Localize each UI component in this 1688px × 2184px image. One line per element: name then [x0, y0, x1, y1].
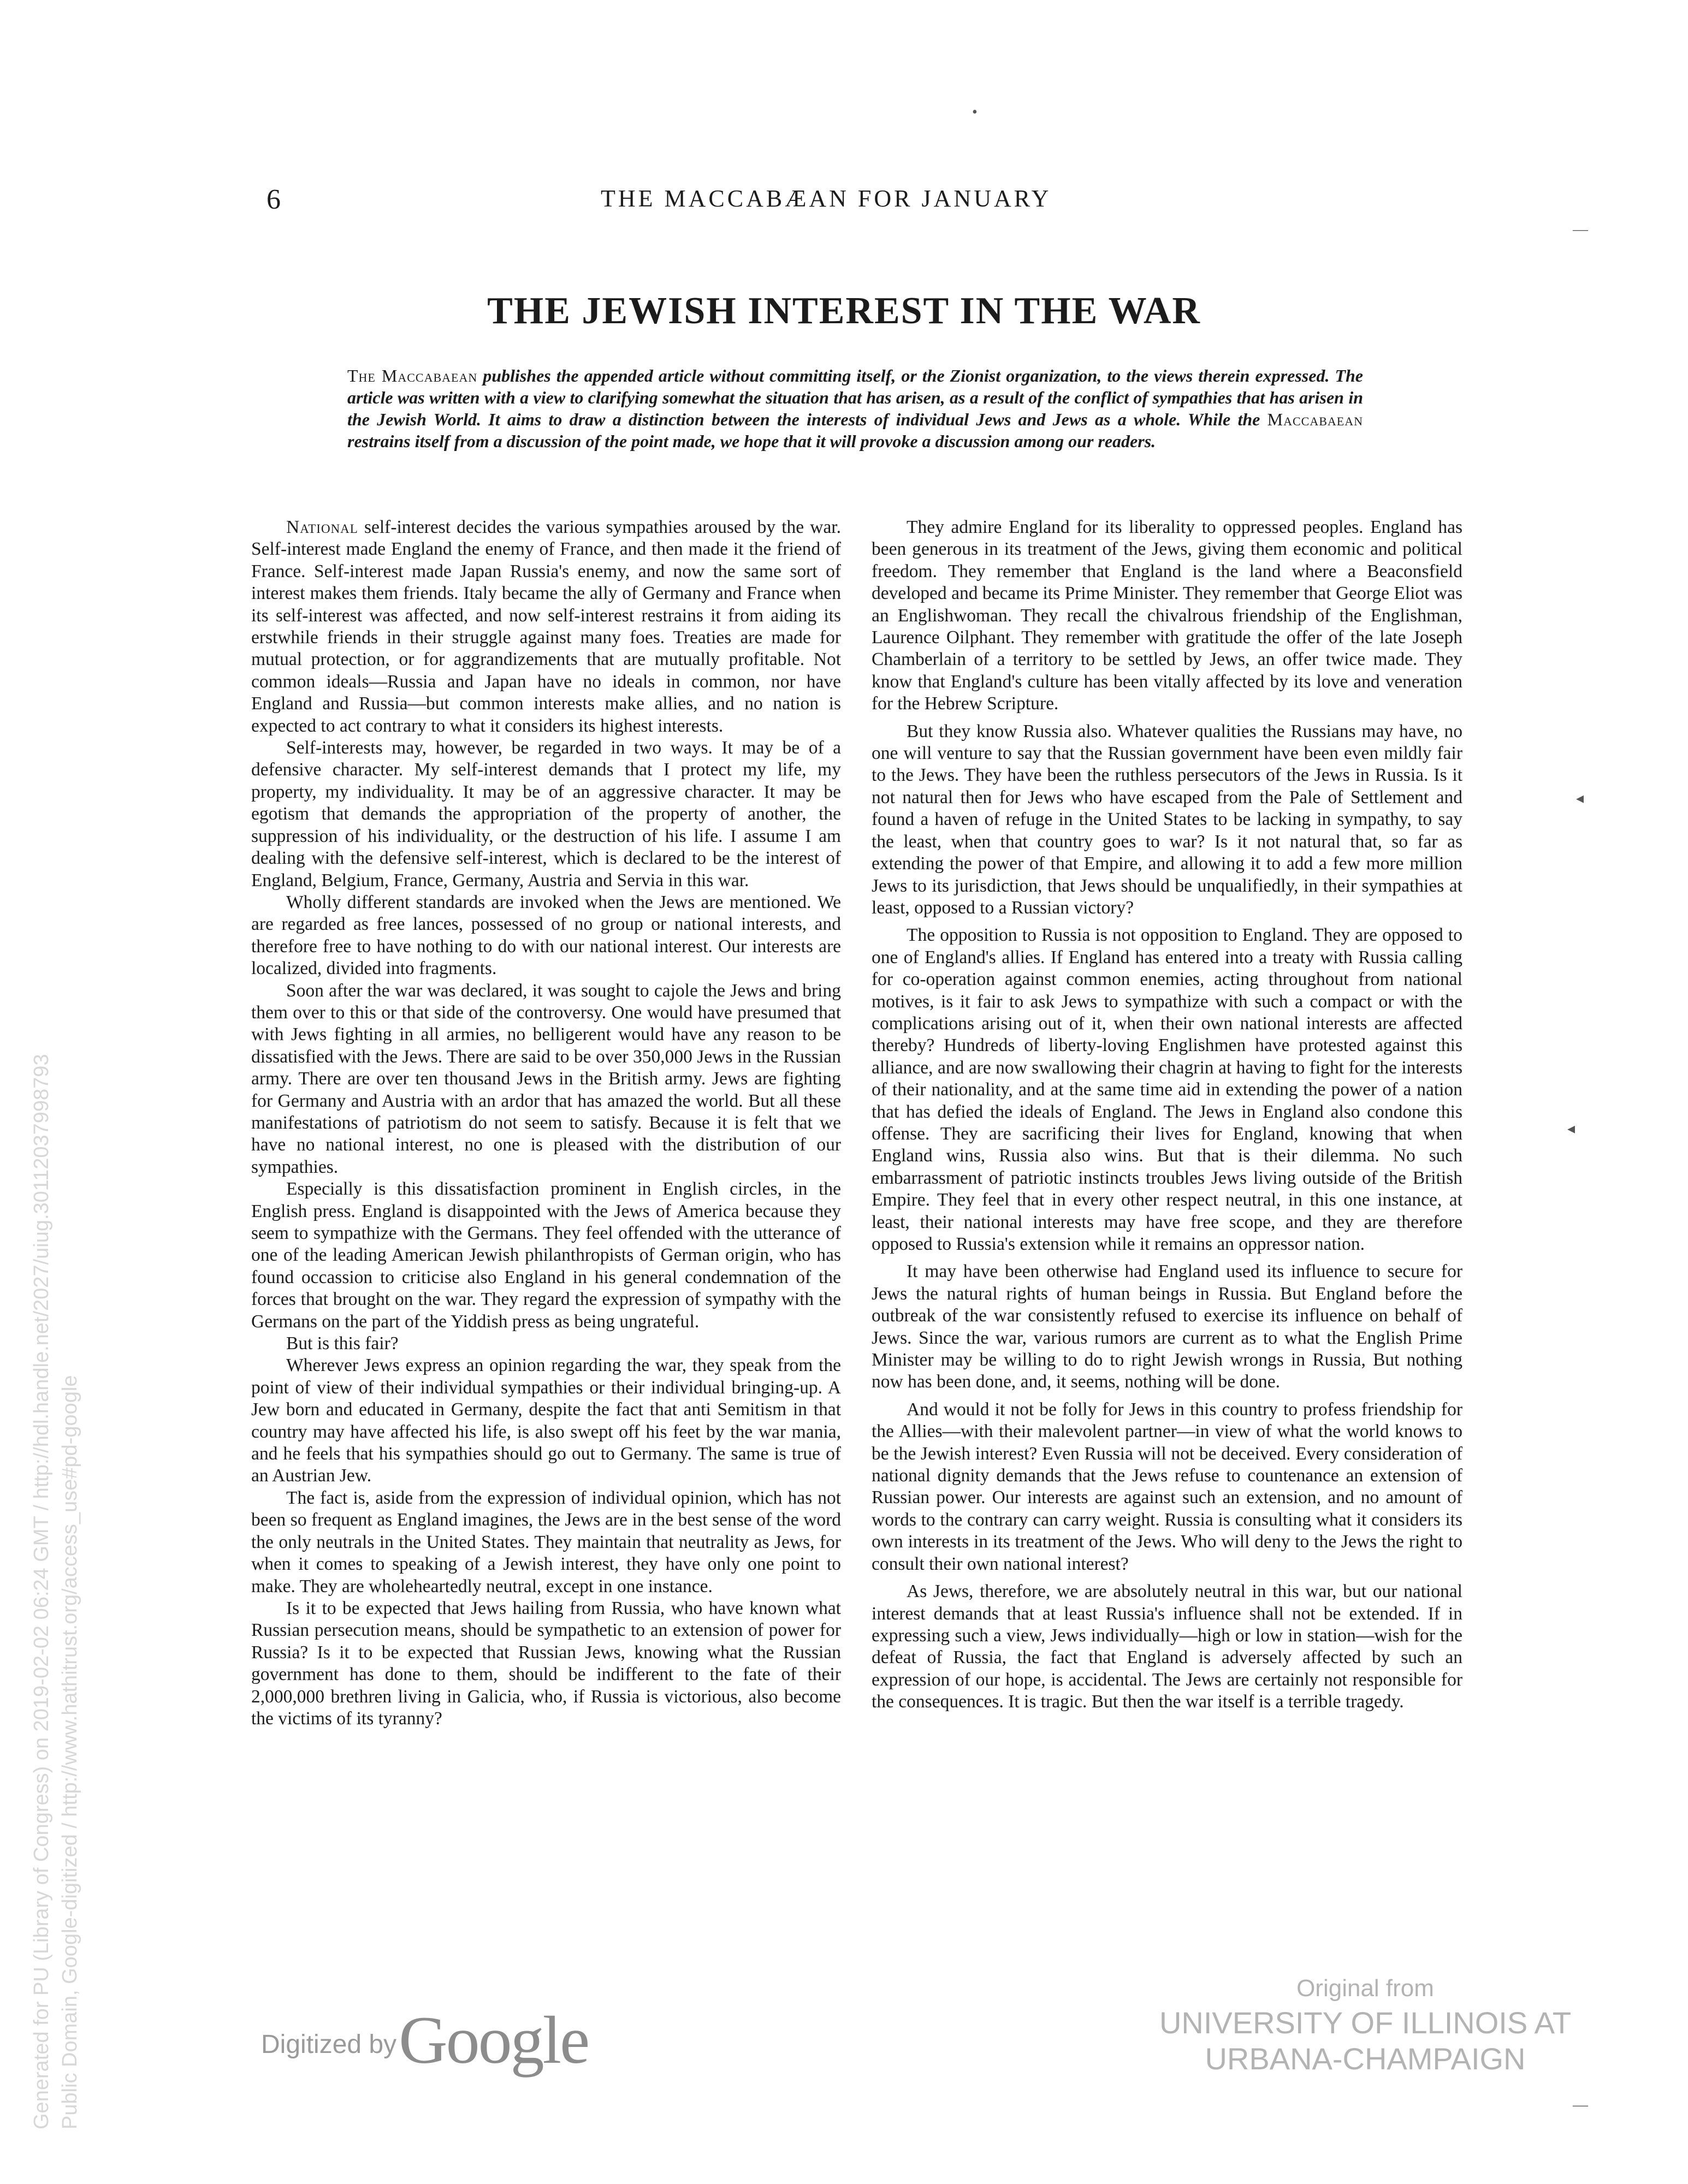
- right-column: [872, 517, 1462, 1713]
- running-head: THE MACCABÆAN FOR JANUARY: [601, 185, 1052, 212]
- paragraph: Wherever Jews express an opinion regarding the war, they speak from the point of view of their individual sympathies or their individual bringing-up. A Jew born and educated in Germany, despite the fact that anti Semitism in that country may have affected his life, is also swept off his feet by the war mania, and he feels that his sympathies should go out to Germany. The same is true of an Austrian Jew.: [251, 1355, 841, 1486]
- margin-arrow-icon: ◂: [1567, 1120, 1576, 1137]
- paragraph: They admire England for its liberality to oppressed peoples. England has been generous in its treatment of the Jews, giving them economic and political freedom. They remember that England is the land where a Beaconsfield developed and became its Prime Minister. They remember that George Eliot was an Englishwoman. They recall the chivalrous friendship of the Englishman, Laurence Oilphant. They remember with gratitude the offer of the late Joseph Chamberlain of a territory to be settled by Jews, an offer twice made. They know that England's culture has been vitally affected by its love and veneration for the Hebrew Scripture.: [872, 517, 1462, 714]
- editorial-note: [347, 365, 1363, 452]
- institution-line: URBANA-CHAMPAIGN: [1205, 2041, 1526, 2076]
- digitized-by-google: [261, 2002, 588, 2079]
- paragraph: But they know Russia also. Whatever qualities the Russians may have, no one will venture to say that the Russian government have been even mildly fair to the Jews. They have been the ruthless persecutors of the Jews in Russia. Is it not natural then for Jews who have escaped from the Pale of Settlement and found a haven of refuge in the United States to be lacking in sympathy, to say the least, when that country goes to war? Is it not natural that, so far as extending the power of that Empire, and allowing it to add a few more million Jews to its jurisdiction, that Jews should be unqualifiedly, in their sympathies at least, opposed to a Russian victory?: [872, 721, 1462, 918]
- scan-speck: •: [972, 104, 978, 121]
- margin-arrow-icon: ◂: [1576, 790, 1584, 807]
- paragraph: As Jews, therefore, we are absolutely neutral in this war, but our national interest demands that at least Russia's influence shall not be extended. If in expressing such a view, Jews individually—high or low in station—wish for the defeat of Russia, the fact that England is adversely affected by such an expression of our hope, is accidental. The Jews are certainly not responsible for the consequences. It is tragic. But then the war itself is a terrible tragedy.: [872, 1581, 1462, 1712]
- lead-word: National: [286, 517, 358, 537]
- original-from-text: Original from: [1296, 1975, 1434, 2002]
- paragraph: Wholly different standards are invoked when the Jews are mentioned. We are regarded as free lances, possessed of no group or national interests, and therefore free to have nothing to do with our national interest. Our interests are localized, divided into fragments.: [251, 892, 841, 979]
- paragraph: [251, 517, 841, 737]
- paragraph: And would it not be folly for Jews in this country to profess friendship for the Allies—with their malevolent partner—in view of what the world knows to be the Jewish interest? Even Russia will not be deceived. Every consideration of national dignity demands that the Jews refuse to countenance an extension of Russian power. Our interests are against such an extension, and no amount of words to the contrary can carry weight. Russia is consulting what it considers its own interests in its treatment of the Jews. Who will deny to the Jews the right to consult their own national interest?: [872, 1399, 1462, 1574]
- article-title: THE JEWISH INTEREST IN THE WAR: [487, 290, 1201, 332]
- margin-dash: —: [1573, 221, 1588, 238]
- paragraph: It may have been otherwise had England used its influence to secure for Jews the natural rights of human beings in Russia. But England before the outbreak of the war consistently refused to exercise its influence on behalf of Jews. Since the war, various rumors are current as to what the English Prime Minister may be willing to do to right Jewish wrongs in Russia, But nothing now has been done, and, it seems, nothing will be done.: [872, 1261, 1462, 1392]
- paragraph: Especially is this dissatisfaction prominent in English circles, in the English press. England is disappointed with the Jews of America because they seem to sympathize with the Germans. They feel offended with the utterance of one of the leading American Jewish philanthropists of German origin, who has found occassion to criticise also England in his general condemnation of the forces that brought on the war. They regard the expression of sympathy with the Germans on the part of the Yiddish press as being ungrateful.: [251, 1179, 841, 1332]
- watermark-line: Public Domain, Google-digitized / http://www.hathitrust.org/access_use#pd-google: [58, 1375, 81, 2129]
- paragraph-text: self-interest decides the various sympathies aroused by the war. Self-interest made England the enemy of France, and then made it the friend of France. Self-interest made Japan Russia's enemy, and now the same sort of interest makes them friends. Italy became the ally of Germany and France when its self-interest was affected, and now self-interest restrains it from aiding its erstwhile friends in their struggle against many foes. Treaties are made for mutual protection, or for aggrandizements that are mutually profitable. Not common ideals—Russia and Japan have no ideals in common, nor have England and Russia—but common interests make allies, and no nation is expected to act contrary to what it considers its highest interests.: [251, 517, 841, 736]
- intro-text-2: restrains itself from a discussion of the point made, we hope that it will provoke a discussion among our readers.: [347, 431, 1156, 451]
- paragraph: The fact is, aside from the expression of individual opinion, which has not been so frequent as England imagines, the Jews are in the best sense of the word the only neutrals in the United States. They maintain that neutrality as Jews, for when it comes to speaking of a Jewish interest, they have only one point to make. They are wholeheartedly neutral, except in one instance.: [251, 1487, 841, 1597]
- watermark-line: Generated for PU (Library of Congress) on 2019-02-02 06:24 GMT / http://hdl.handle.net/2027/uiug.30112037998793: [30, 1054, 53, 2129]
- institution-line: UNIVERSITY OF ILLINOIS AT: [1159, 2005, 1572, 2040]
- paragraph: The opposition to Russia is not opposition to England. They are opposed to one of England's allies. If England has entered into a treaty with Russia calling for co-operation against common enemies, acting throughout from national motives, is it fair to ask Jews to sympathize with such a compact or with the complications arising out of it, when their own national interests are affected thereby? Hundreds of liberty-loving Englishmen have protested against this alliance, and are now swallowing their chagrin at having to fight for the interests of their nationality, and at the same time aid in extending the power of a nation that has defied the ideals of England. The Jews in England also condone this offense. They are sacrificing their lives for England, knowing that when England wins, Russia also wins. But that is their dilemma. No such embarrassment of patriotic instincts troubles Jews living outside of the British Empire. They feel that in every other respect neutral, in this one instance, at least, their national interests may have free scope, and they are therefore opposed to Russia's extension while it remains an oppressor nation.: [872, 925, 1462, 1254]
- margin-dash: —: [1573, 2097, 1588, 2114]
- paragraph: Self-interests may, however, be regarded in two ways. It may be of a defensive character. My self-interest demands that I protect my life, my property, my individuality. It may be of an aggressive character. It may be egotism that demands the appropriation of the property of another, the suppression of his individuality, or the destruction of his life. I assume I am dealing with the defensive self-interest, which is declared to be the interest of England, Belgium, France, Germany, Austria and Servia in this war.: [251, 738, 841, 891]
- left-column: [251, 517, 841, 1730]
- paragraph: But is this fair?: [286, 1333, 399, 1354]
- page-number: 6: [266, 184, 281, 215]
- intro-smallcaps-2: Maccabaean: [1267, 410, 1363, 429]
- hathitrust-side-watermark: [27, 792, 84, 2129]
- intro-smallcaps: The Maccabaean: [347, 366, 478, 385]
- digitized-by-text: Digitized by: [261, 2030, 397, 2059]
- original-from-stamp: [1065, 1972, 1666, 2077]
- intro-text: publishes the appended article without committing itself, or the Zionist organization, to the views therein expressed. The article was written with a view to clarifying somewhat the situation that has arisen, as a result of the conflict of sympathies that has arisen in the Jewish World. It aims to draw a distinction between the interests of individual Jews and Jews as a whole. While the: [347, 366, 1363, 429]
- paragraph: Is it to be expected that Jews hailing from Russia, who have known what Russian persecution means, should be sympathetic to an extension of power for Russia? Is it to be expected that Russian Jews, knowing what the Russian government has done to them, should be indifferent to the fate of their 2,000,000 brethren living in Galicia, who, if Russia is victorious, also become the victims of its tyranny?: [251, 1598, 841, 1729]
- paragraph: Soon after the war was declared, it was sought to cajole the Jews and bring them over to this or that side of the controversy. One would have presumed that with Jews fighting in all armies, no belligerent would have any reason to be dissatisfied with the Jews. There are said to be over 350,000 Jews in the Russian army. There are over ten thousand Jews in the British army. Jews are fighting for Germany and Austria with an ardor that has amazed the world. But all these manifestations of patriotism do not seem to satisfy. Because it is felt that we have no national interest, no one is pleased with the distribution of our sympathies.: [251, 980, 841, 1177]
- google-logo: Google: [399, 2003, 589, 2078]
